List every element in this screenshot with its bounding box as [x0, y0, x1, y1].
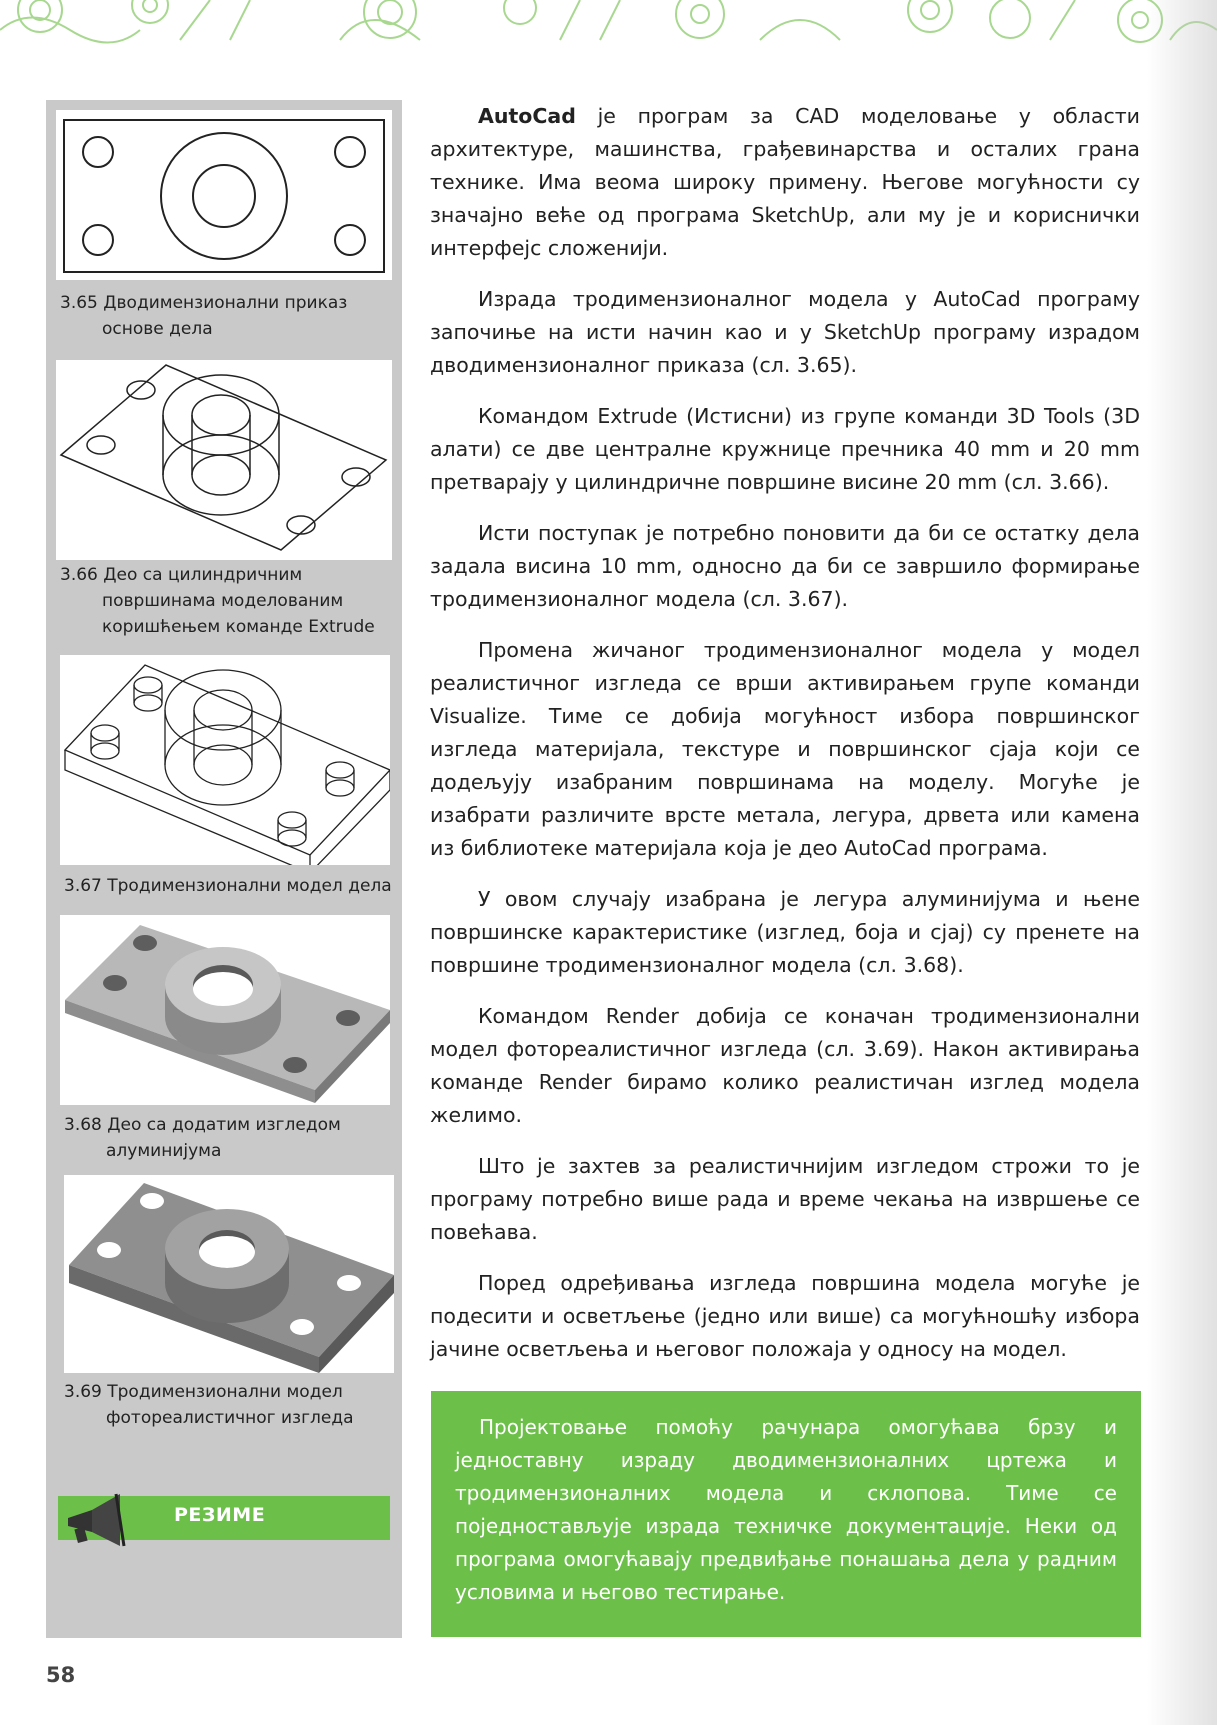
figure-caption [64, 873, 392, 899]
page-edge-shadow [1147, 0, 1217, 1725]
paragraph: Командом Extrude (Истисни) из групе команди 3D Tools (3D алати) се две централне кружнице пречника 40 mm и 20 mm претварају у цилиндричне површине висине 20 mm (сл. 3.66). [430, 404, 1140, 494]
wireframe-extrude-drawing [56, 360, 392, 560]
paragraph: Што је захтев за реалистичнијим изгледом строжи то је програму потребно више рада и време чекања на извршење се повећава. [430, 1154, 1140, 1244]
paragraph [430, 100, 1140, 265]
decorative-header-band [0, 0, 1217, 44]
paragraph-text: је програм за CAD моделовање у области архитектуре, машинства, грађевинарства и осталих грана технике. Има веома широку примену. Његове могућности су значајно веће од програма SketchUp, али му је и кориснички интерфејс сложенији. [430, 104, 1140, 260]
caption-line: 3.65 Дводимензионални приказ [60, 293, 348, 313]
figure-caption [64, 1112, 341, 1164]
3d-wireframe-drawing [60, 655, 390, 865]
caption-line: површинама моделованим [102, 591, 344, 611]
2d-plate-drawing [56, 110, 392, 280]
figure-caption [60, 290, 347, 342]
summary-text: Пројектовање помоћу рачунара омогућава брзу и једноставну израду дводимензионалних цртежа и тродимензионалних модела и склопова. Тиме се поједностављује израда техничке документације. Неки од програма омогућавају предвиђање понашања дела у радним условима и његово тестирање. [455, 1415, 1117, 1604]
caption-line: коришћењем команде Extrude [102, 617, 375, 637]
caption-line: основе дела [102, 319, 213, 339]
gear-pattern-decoration [0, 0, 1217, 44]
summary-heading: РЕЗИМЕ [174, 1504, 266, 1526]
paragraph: Командом Render добија се коначан тродимензионални модел фотореалистичног изгледа (сл. 3.69). Након активирања команде Render бирамо колико реалистичан изглед модела желимо. [430, 1004, 1140, 1127]
bold-term: AutoCad [478, 104, 576, 128]
figure-3-67-3d-wireframe [60, 655, 390, 865]
caption-line: 3.68 Део са додатим изгледом [64, 1115, 341, 1135]
summary-heading-bar [58, 1496, 390, 1540]
photorealistic-render [64, 1175, 394, 1373]
caption-line: 3.66 Део са цилиндричним [60, 565, 303, 585]
aluminium-render [60, 915, 390, 1105]
paragraph: Промена жичаног тродимензионалног модела у модел реалистичног изгледа се врши активирањем групе команди Visualize. Тиме се добија могућност избора површинског изгледа материјала, текстуре и површинског сјаја који се додељују изабраним површинама на моделу. Могуће је изабрати различите врсте метала, легура, дрвета или камена из библиотеке материјала која је део AutoCad програма. [430, 638, 1140, 860]
megaphone-icon [62, 1492, 132, 1548]
figure-caption [60, 562, 375, 640]
paragraph: Израда тродимензионалног модела у AutoCad програму започиње на исти начин као и у SketchUp програму израдом дводимензионалног приказа (сл. 3.65). [430, 287, 1140, 377]
page-number: 58 [46, 1663, 76, 1687]
main-text-column [430, 100, 1140, 1384]
caption-line: алуминијума [106, 1141, 222, 1161]
paragraph: Исти поступак је потребно поновити да би се остатку дела задала висина 10 mm, односно да би се завршило формирање тродимензионалног модела (сл. 3.67). [430, 521, 1140, 611]
figure-3-69-photorealistic-model [64, 1175, 394, 1373]
figure-3-65-2d-drawing [56, 110, 392, 280]
caption-line: 3.67 Тродимензионални модел дела [64, 876, 392, 896]
summary-box [431, 1391, 1141, 1637]
caption-line: 3.69 Тродимензионални модел [64, 1382, 343, 1402]
figure-sidebar [46, 100, 402, 1638]
figure-3-68-aluminium-model [60, 915, 390, 1105]
figure-caption [64, 1379, 354, 1431]
caption-line: фотореалистичног изгледа [106, 1408, 354, 1428]
paragraph: Поред одређивања изгледа површина модела могуће је подесити и осветљење (једно или више) са могућношћу избора јачине осветљења и његовог положаја у односу на модел. [430, 1271, 1140, 1361]
paragraph: У овом случају изабрана је легура алуминијума и њене површинске карактеристике (изглед, боја и сјај) су пренете на површине тродимензионалног модела (сл. 3.68). [430, 887, 1140, 977]
figure-3-66-wireframe-cylinders [56, 360, 392, 560]
